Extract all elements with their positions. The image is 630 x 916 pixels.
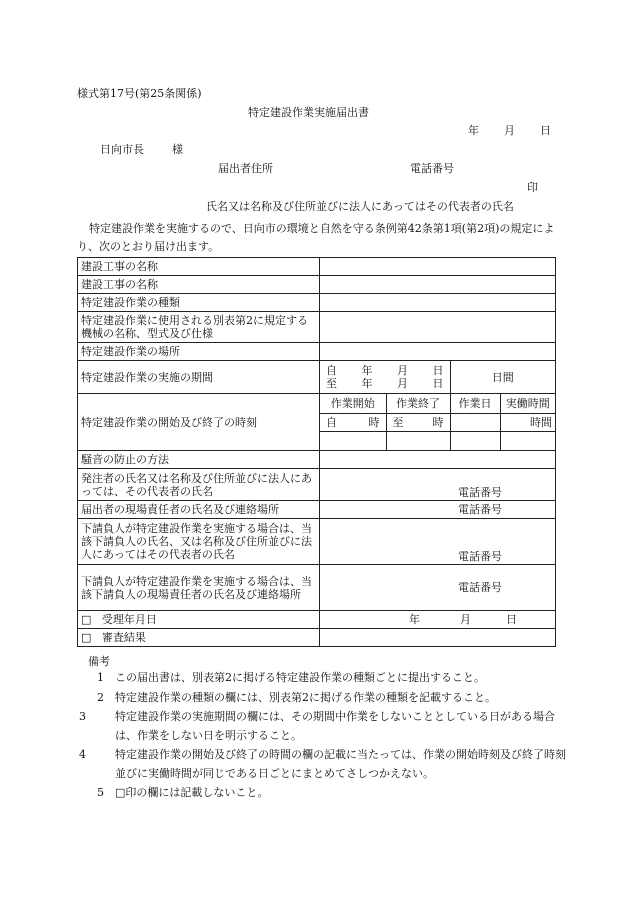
sub-manager-phone-label: 電話番号 [458, 581, 502, 594]
note-item-1 [97, 668, 557, 687]
note-item-5 [97, 783, 557, 802]
period-days-unit: 日間 [491, 370, 514, 384]
note-text: この届出書は、別表第2に掲げる特定建設作業の種類ごとに提出すること。 [115, 671, 485, 684]
sub-manager-value[interactable] [320, 565, 556, 611]
review-result-checkbox-icon: □ [81, 631, 92, 644]
table-row [78, 565, 556, 611]
work-day-cell[interactable] [450, 413, 500, 431]
honorific: 様 [172, 143, 183, 156]
received-year-label: 年 [409, 613, 420, 626]
noise-prevention-value[interactable] [320, 451, 556, 469]
hours-extra-cell-1[interactable] [320, 431, 386, 450]
date-day-label: 日 [540, 124, 551, 137]
document-title: 特定建設作業実施届出書 [248, 106, 369, 119]
construction-name-label-1: 建設工事の名称 [78, 258, 320, 276]
period-to-line [326, 377, 444, 390]
table-row [78, 629, 556, 647]
work-end-header: 作業終了 [386, 394, 450, 413]
addressee: 日向市長 [100, 143, 144, 156]
work-start-hour-unit: 時 [368, 415, 380, 429]
machinery-value[interactable] [320, 312, 556, 343]
review-result-label [78, 629, 320, 647]
note-number: 2 [97, 691, 104, 704]
hours-label: 特定建設作業の開始及び終了の時刻 [78, 394, 320, 451]
table-row [78, 312, 556, 343]
sub-manager-label: 下請負人が特定建設作業を実施する場合は、当該下請負人の現場責任者の氏名及び連絡場所 [78, 565, 320, 611]
notification-form-table [77, 257, 556, 647]
noise-prevention-label: 騒音の防止の方法 [78, 451, 320, 469]
hours-extra-cell-3[interactable] [450, 431, 500, 450]
period-from-month: 月 [397, 364, 408, 377]
subcontractor-phone-label: 電話番号 [458, 550, 502, 563]
period-from-label: 自 [326, 364, 337, 377]
machinery-label: 特定建設作業に使用される別表第2に規定する機械の名称、型式及び仕様 [78, 312, 320, 343]
period-to-year: 年 [361, 377, 373, 390]
work-end-hour-unit: 時 [432, 415, 444, 429]
review-result-text: 審査結果 [101, 631, 146, 644]
orderer-value[interactable] [320, 469, 556, 501]
period-from-line [326, 364, 444, 377]
location-label: 特定建設作業の場所 [78, 343, 320, 361]
table-row [78, 294, 556, 312]
site-manager-phone-label: 電話番号 [458, 503, 502, 516]
note-number: 3 [79, 710, 86, 723]
received-day-label: 日 [506, 613, 517, 626]
note-number: 4 [79, 748, 86, 761]
note-text: 特定建設作業の実施期間の欄には、その期間中作業をしないこととしている日がある場合は、作業をしない日を明示すること。 [115, 710, 555, 742]
period-value[interactable] [320, 361, 556, 394]
table-row [78, 519, 556, 565]
table-row [78, 469, 556, 501]
note-text: 特定建設作業の種類の欄には、別表第2に掲げる作業の種類を記載すること。 [115, 691, 496, 704]
note-number: 1 [97, 671, 104, 684]
orderer-label: 発注者の氏名又は名称及び住所並びに法人にあっては、その代表者の氏名 [78, 469, 320, 501]
table-row [78, 501, 556, 519]
construction-name-label-2: 建設工事の名称 [78, 276, 320, 294]
form-number: 様式第17号(第25条関係) [77, 87, 202, 100]
date-year-label: 年 [468, 124, 479, 137]
date-month-label: 月 [504, 124, 515, 137]
actual-hours-unit: 時間 [500, 413, 555, 431]
period-to-month: 月 [397, 377, 408, 390]
hours-extra-cell-2[interactable] [386, 431, 450, 450]
notes-heading: 備考 [88, 655, 110, 668]
period-to-day: 日 [432, 377, 444, 390]
intro-text: 特定建設作業を実施するので、日向市の環境と自然を守る条例第42条第1項(第2項)の規定により、次のとおり届け出ます。 [77, 222, 555, 253]
site-manager-label: 届出者の現場責任者の氏名及び連絡場所 [78, 501, 320, 519]
table-row [78, 276, 556, 294]
note-item-3 [79, 707, 575, 745]
applicant-phone-label: 電話番号 [410, 162, 454, 175]
orderer-phone-label: 電話番号 [458, 486, 502, 499]
review-result-value [320, 629, 556, 647]
subcontractor-value[interactable] [320, 519, 556, 565]
seal-mark: 印 [527, 181, 538, 194]
work-end-to: 至 [392, 415, 404, 429]
location-value[interactable] [320, 343, 556, 361]
period-from-day: 日 [432, 364, 444, 377]
note-number: 5 [97, 786, 104, 799]
note-item-2 [97, 688, 557, 707]
site-manager-value[interactable] [320, 501, 556, 519]
table-row [78, 451, 556, 469]
actual-hours-header: 実働時間 [500, 394, 555, 413]
work-type-label: 特定建設作業の種類 [78, 294, 320, 312]
construction-name-value-1[interactable] [320, 258, 556, 276]
work-start-header: 作業開始 [320, 394, 386, 413]
hours-value[interactable] [320, 394, 556, 451]
received-date-checkbox-icon: □ [81, 613, 92, 626]
period-from-year: 年 [361, 364, 373, 377]
received-date-text: 受理年月日 [101, 613, 157, 626]
table-row [78, 361, 556, 394]
received-date-label [78, 611, 320, 629]
subcontractor-label: 下請負人が特定建設作業を実施する場合は、当該下請負人の氏名、又は名称及び住所並びに法人にあってはその代表者の氏名 [78, 519, 320, 565]
applicant-address-label: 届出者住所 [218, 162, 273, 175]
work-type-value[interactable] [320, 294, 556, 312]
note-text: □印の欄には記載しないこと。 [115, 786, 269, 799]
table-row [78, 394, 556, 451]
table-row [78, 611, 556, 629]
received-date-value [320, 611, 556, 629]
work-day-header: 作業日 [450, 394, 500, 413]
construction-name-value-2[interactable] [320, 276, 556, 294]
table-row [78, 258, 556, 276]
note-item-4 [79, 745, 575, 783]
period-to-label: 至 [326, 377, 337, 390]
received-month-label: 月 [460, 613, 471, 626]
note-text: 特定建設作業の開始及び終了の時間の欄の記載に当たっては、作業の開始時刻及び終了時刻並びに実働時間が同じである日ごとにまとめてさしつかえない。 [115, 748, 566, 780]
period-label: 特定建設作業の実施の期間 [78, 361, 320, 394]
work-start-from: 自 [326, 415, 337, 429]
applicant-name-label: 氏名又は名称及び住所並びに法人にあってはその代表者の氏名 [206, 200, 514, 213]
hours-extra-cell-4[interactable] [500, 431, 555, 450]
table-row [78, 343, 556, 361]
